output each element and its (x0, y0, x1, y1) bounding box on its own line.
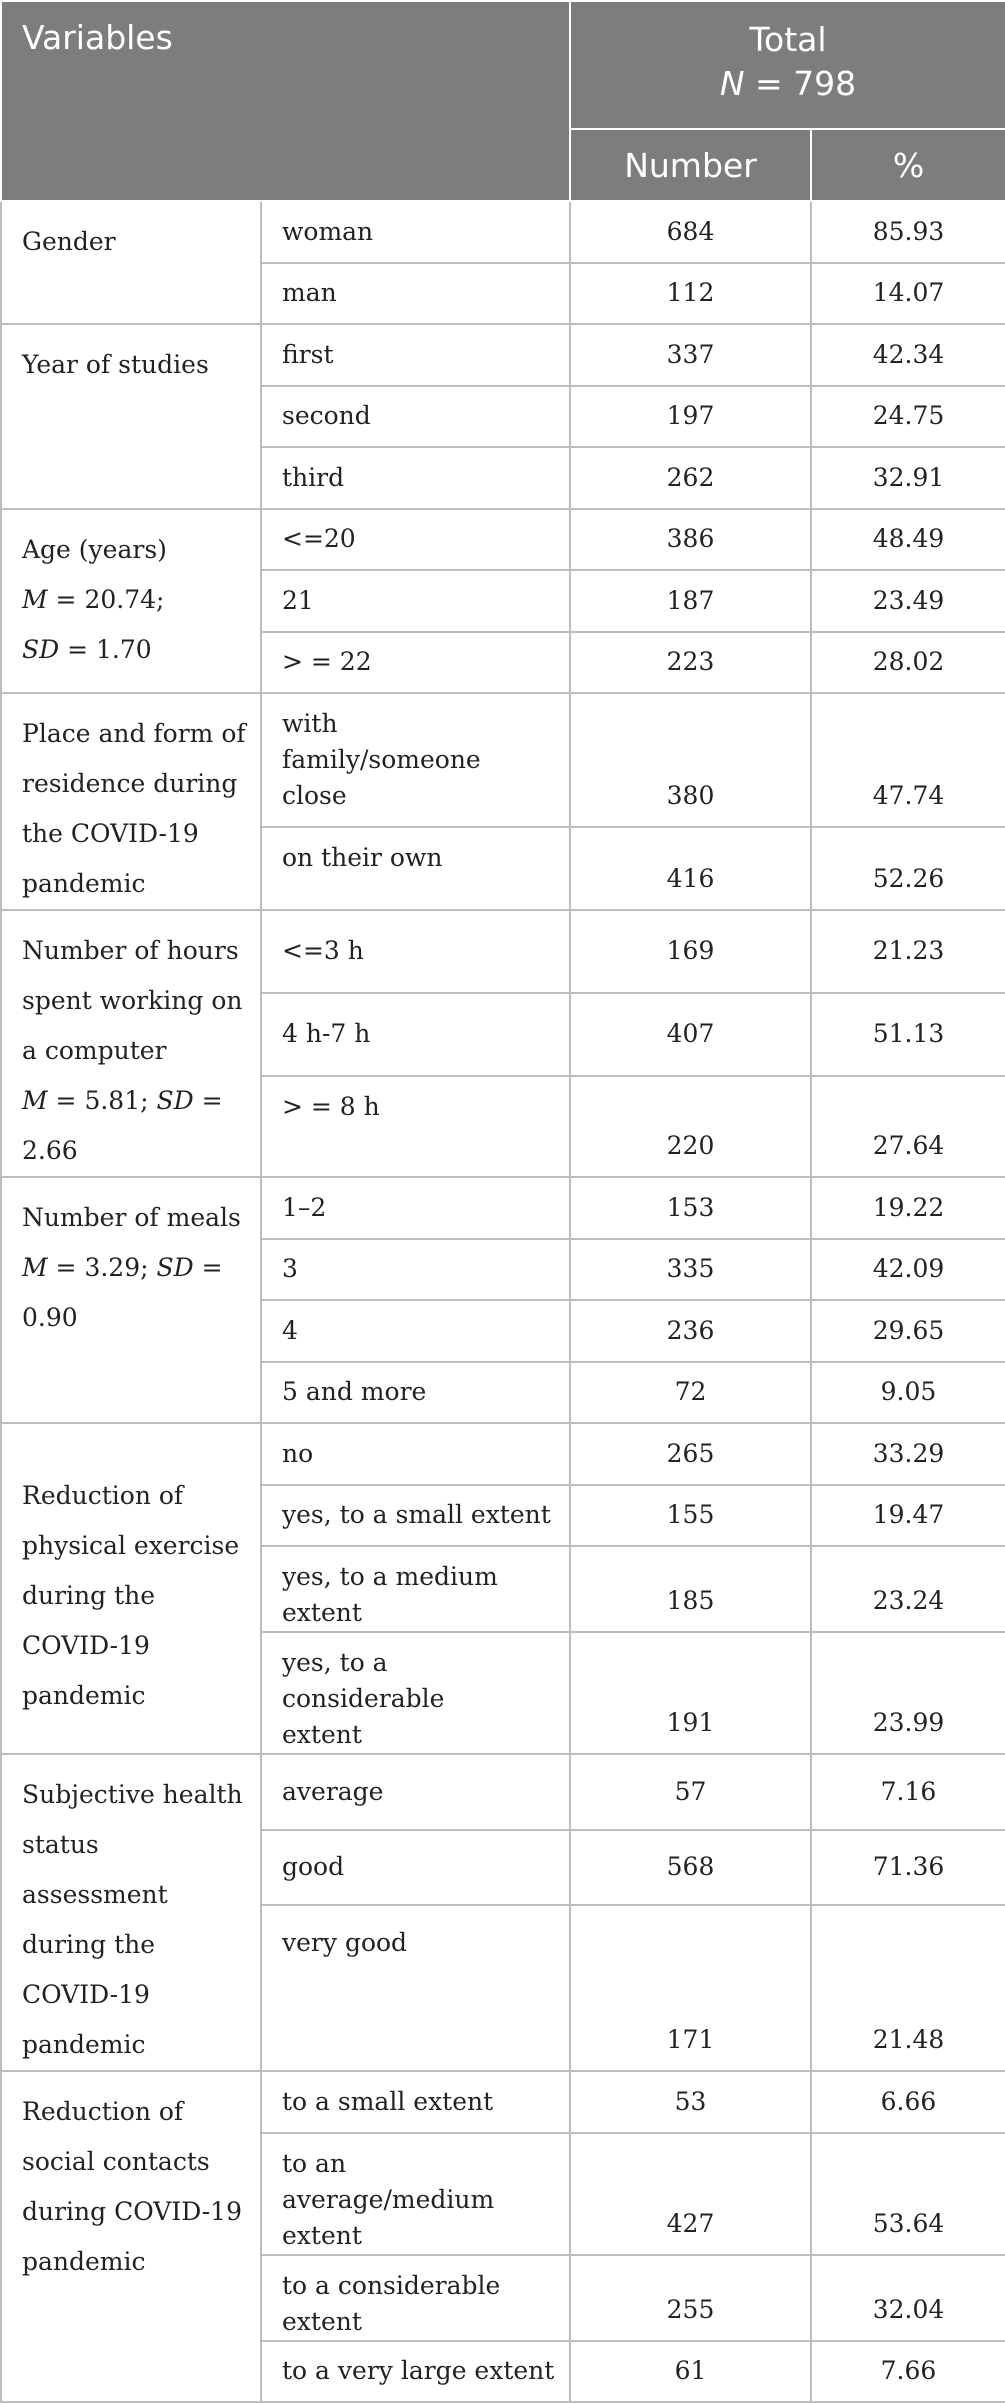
category-cell: to a considerable extent (261, 2255, 570, 2341)
variable-cell (1, 509, 261, 694)
percent-cell: 9.05 (811, 1362, 1005, 1424)
variable-cell (1, 2071, 261, 2402)
variable-label-line: COVID-19 (22, 1631, 150, 1660)
percent-cell: 27.64 (811, 1076, 1005, 1177)
percent-cell: 7.66 (811, 2341, 1005, 2403)
number-cell: 169 (570, 910, 811, 993)
variable-label-line: Reduction of (22, 1481, 184, 1510)
variable-label-line: a computer (22, 1036, 167, 1065)
category-cell: <=20 (261, 509, 570, 571)
total-header-label: Total (749, 20, 827, 59)
category-cell: <=3 h (261, 910, 570, 993)
category-cell: to a small extent (261, 2071, 570, 2133)
table-row (1, 201, 1005, 263)
category-cell: good (261, 1830, 570, 1906)
number-cell: 380 (570, 693, 811, 827)
variable-label-line: Age (years) (22, 534, 167, 564)
category-cell: woman (261, 201, 570, 263)
variable-label-line: Subjective health (22, 1780, 243, 1809)
number-cell: 386 (570, 509, 811, 571)
percent-cell: 21.23 (811, 910, 1005, 993)
number-cell: 72 (570, 1362, 811, 1424)
category-cell: yes, to a considerable extent (261, 1632, 570, 1754)
number-cell: 187 (570, 570, 811, 632)
table-row (1, 1177, 1005, 1239)
percent-cell: 23.49 (811, 570, 1005, 632)
variable-label-line: M = 3.29; SD = 0.90 (22, 1253, 223, 1332)
table-header (1, 1, 1005, 201)
number-cell: 262 (570, 447, 811, 509)
number-cell: 185 (570, 1546, 811, 1632)
number-header: Number (570, 129, 811, 201)
sample-size-symbol: N (719, 64, 745, 103)
total-header (570, 1, 1005, 129)
number-cell: 171 (570, 1905, 811, 2071)
percent-cell: 32.04 (811, 2255, 1005, 2341)
number-cell: 236 (570, 1300, 811, 1362)
number-cell: 337 (570, 324, 811, 386)
number-cell: 197 (570, 386, 811, 448)
category-cell: > = 8 h (261, 1076, 570, 1177)
number-cell: 57 (570, 1754, 811, 1830)
variables-header-label: Variables (22, 18, 173, 57)
variable-label-line: status assessment (22, 1830, 168, 1909)
percent-cell: 32.91 (811, 447, 1005, 509)
category-cell: with family/someone close (261, 693, 570, 827)
variable-label-line: during COVID-19 (22, 2197, 242, 2226)
variable-label-line: pandemic (22, 2247, 146, 2276)
category-cell: man (261, 263, 570, 325)
percent-cell: 28.02 (811, 632, 1005, 694)
category-cell: yes, to a medium extent (261, 1546, 570, 1632)
number-cell: 568 (570, 1830, 811, 1906)
number-cell: 427 (570, 2133, 811, 2255)
category-cell: 21 (261, 570, 570, 632)
number-cell: 335 (570, 1239, 811, 1301)
table-row (1, 910, 1005, 993)
percent-cell: 42.34 (811, 324, 1005, 386)
number-cell: 155 (570, 1485, 811, 1547)
percent-cell: 53.64 (811, 2133, 1005, 2255)
variable-cell (1, 201, 261, 324)
category-cell: 5 and more (261, 1362, 570, 1424)
percent-cell: 7.16 (811, 1754, 1005, 1830)
percent-cell: 42.09 (811, 1239, 1005, 1301)
number-cell: 61 (570, 2341, 811, 2403)
variable-label-line: Year of studies (22, 350, 209, 379)
variable-label-line: residence during (22, 769, 238, 798)
table-row (1, 2071, 1005, 2133)
number-cell: 191 (570, 1632, 811, 1754)
number-cell: 220 (570, 1076, 811, 1177)
variables-header (1, 1, 570, 201)
percent-cell: 19.47 (811, 1485, 1005, 1547)
variable-label-line: COVID-19 (22, 1980, 150, 2009)
percent-cell: 23.24 (811, 1546, 1005, 1632)
variable-label-line: M = 20.74; (22, 584, 165, 614)
category-cell: 4 h-7 h (261, 993, 570, 1076)
sample-size (571, 62, 1005, 106)
variable-label-line: during the (22, 1581, 156, 1610)
percent-header: % (811, 129, 1005, 201)
variable-label-line: social contacts (22, 2147, 210, 2176)
category-cell: to an average/medium extent (261, 2133, 570, 2255)
table-body (1, 201, 1005, 2402)
variable-label-line: Place and form of (22, 719, 246, 748)
number-cell: 265 (570, 1423, 811, 1485)
variable-label-line: Reduction of (22, 2097, 184, 2126)
variable-label-line: pandemic (22, 869, 146, 898)
number-cell: 416 (570, 827, 811, 910)
category-cell: second (261, 386, 570, 448)
number-cell: 53 (570, 2071, 811, 2133)
percent-cell: 29.65 (811, 1300, 1005, 1362)
category-cell: 1–2 (261, 1177, 570, 1239)
table-row (1, 324, 1005, 386)
variable-cell (1, 324, 261, 509)
category-cell: 3 (261, 1239, 570, 1301)
number-cell: 255 (570, 2255, 811, 2341)
variable-label-line: SD = 1.70 (22, 634, 152, 664)
table-row (1, 509, 1005, 571)
variable-label-line: physical exercise (22, 1531, 240, 1560)
variable-label-line: pandemic (22, 1681, 146, 1710)
percent-cell: 51.13 (811, 993, 1005, 1076)
number-cell: 112 (570, 263, 811, 325)
variable-label-line: Number of meals (22, 1203, 241, 1232)
percent-cell: 14.07 (811, 263, 1005, 325)
variable-cell (1, 1177, 261, 1423)
table-row (1, 1754, 1005, 1830)
category-cell: 4 (261, 1300, 570, 1362)
number-cell: 223 (570, 632, 811, 694)
category-cell: to a very large extent (261, 2341, 570, 2403)
percent-cell: 19.22 (811, 1177, 1005, 1239)
variable-label-line: the COVID-19 (22, 819, 199, 848)
percent-cell: 6.66 (811, 2071, 1005, 2133)
category-cell: yes, to a small extent (261, 1485, 570, 1547)
table-row (1, 693, 1005, 827)
category-cell: very good (261, 1905, 570, 2071)
percent-cell: 85.93 (811, 201, 1005, 263)
number-cell: 407 (570, 993, 811, 1076)
category-cell: on their own (261, 827, 570, 910)
variable-label-line: Number of hours (22, 936, 239, 965)
sample-size-value: = 798 (744, 64, 857, 103)
percent-cell: 21.48 (811, 1905, 1005, 2071)
variable-label-line: Gender (22, 227, 116, 256)
table-row (1, 1423, 1005, 1485)
percent-cell: 71.36 (811, 1830, 1005, 1906)
variable-label-line: M = 5.81; SD = 2.66 (22, 1086, 223, 1165)
category-cell: average (261, 1754, 570, 1830)
variable-cell (1, 693, 261, 910)
number-cell: 684 (570, 201, 811, 263)
percent-cell: 24.75 (811, 386, 1005, 448)
percent-cell: 48.49 (811, 509, 1005, 571)
variable-label-line: spent working on (22, 986, 243, 1015)
category-cell: first (261, 324, 570, 386)
category-cell: no (261, 1423, 570, 1485)
percent-cell: 23.99 (811, 1632, 1005, 1754)
variable-label-line: pandemic (22, 2030, 146, 2059)
percent-cell: 47.74 (811, 693, 1005, 827)
variable-cell (1, 1754, 261, 2071)
variable-cell (1, 1423, 261, 1754)
variable-label-line: during the (22, 1930, 156, 1959)
category-cell: > = 22 (261, 632, 570, 694)
variable-cell (1, 910, 261, 1177)
number-cell: 153 (570, 1177, 811, 1239)
category-cell: third (261, 447, 570, 509)
percent-cell: 52.26 (811, 827, 1005, 910)
percent-cell: 33.29 (811, 1423, 1005, 1485)
